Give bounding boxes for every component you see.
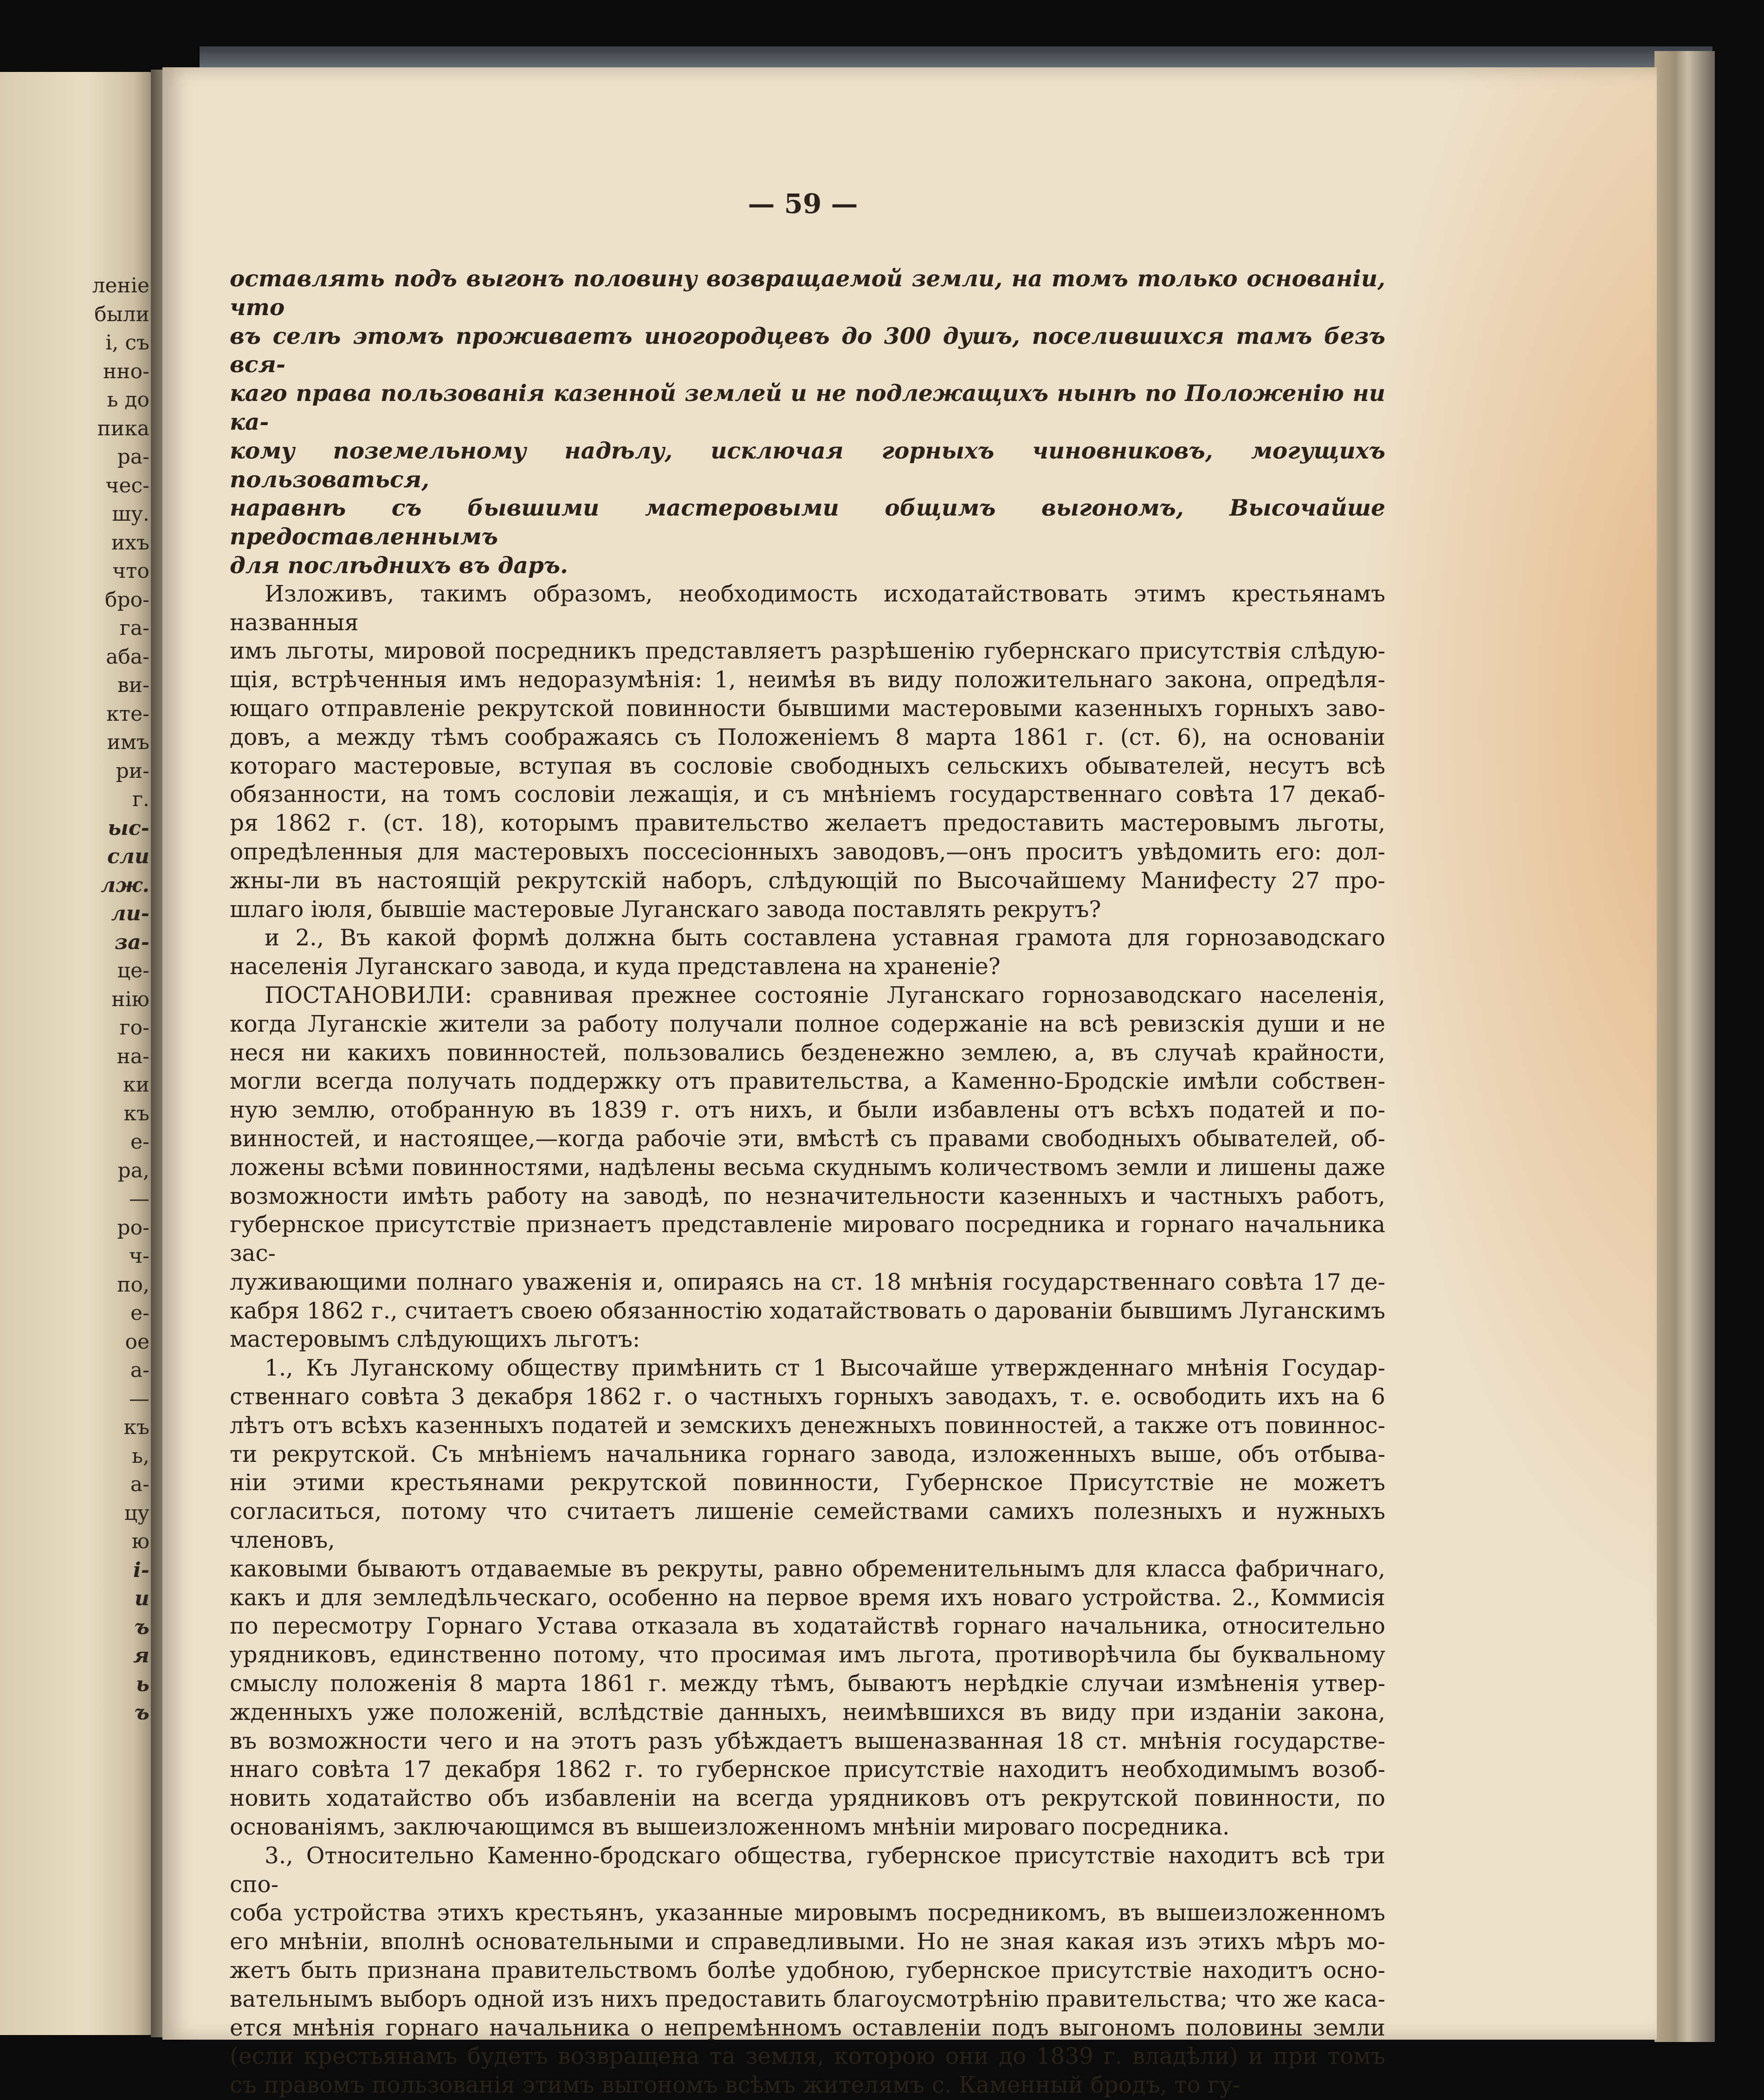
text-line: ПОСТАНОВИЛИ: сравнивая прежнее состояніе Луганскаго горнозаводскаго населенія, (265, 982, 1385, 1008)
text-line: ти рекрутской. Съ мнѣніемъ начальника горнаго завода, изложенныхъ выше, объ отбыва- (230, 1441, 1385, 1467)
text-line: жденныхъ уже положеній, вслѣдствіе данныхъ, неимѣвшихся въ виду при изданіи закона, (230, 1699, 1385, 1725)
page-number: — 59 — (748, 188, 858, 220)
text-line: опредѣленныя для мастеровыхъ поссесіонныхъ заводовъ,—онъ проситъ увѣдомить его: дол- (230, 839, 1385, 865)
text-line: ннаго совѣта 17 декабря 1862 г. то губернское присутствіе находитъ необходимымъ возоб- (230, 1757, 1385, 1783)
left-fragment-line: i, съ (105, 331, 149, 355)
text-line: губернское присутствіе признаетъ представленіе мироваго посредника и горнаго начальника зас- (230, 1212, 1385, 1267)
left-fragment-line: г. (132, 788, 149, 811)
left-page-text (0, 271, 149, 1727)
text-line: кабря 1862 г., считаетъ своею обязанностію ходатайствовать о дарованіи бывшимъ Луганскимъ (230, 1298, 1385, 1324)
text-line: 3., Относительно Каменно-бродскаго общества, губернское присутствіе находитъ всѣ три спо- (230, 1842, 1385, 1898)
left-fragment-line: за- (115, 930, 149, 954)
left-fragment-line: га- (119, 616, 149, 640)
text-line: новить ходатайство объ избавленіи на всегда урядниковъ отъ рекрутской повинности, по (230, 1785, 1385, 1812)
text-line: каго права пользованія казенной землей и не подлежащихъ нынѣ по Положенію ни ка- (230, 380, 1385, 435)
left-fragment-line: і- (133, 1558, 149, 1582)
text-line: обязанности, на томъ сословіи лежащія, и съ мнѣніемъ государственнаго совѣта 17 декаб- (230, 782, 1385, 808)
text-line: котораго мастеровые, вступая въ сословіе свободныхъ сельскихъ обывателей, несутъ всѣ (230, 753, 1385, 779)
left-fragment-line: пика (97, 416, 149, 440)
text-line: довъ, а между тѣмъ соображаясь съ Положеніемъ 8 марта 1861 г. (ст. 6), на основаніи (230, 724, 1385, 750)
italic-paragraph (230, 265, 1385, 580)
left-fragment-line: ли- (111, 902, 149, 925)
left-fragment-line: нно- (103, 359, 149, 383)
text-line: для послѣднихъ въ даръ. (230, 552, 568, 579)
text-line: (если крестьянамъ будетъ возвращена та земля, которою они до 1839 г. владѣли) и при томъ (230, 2043, 1385, 2070)
text-line: ложены всѣми повинностями, надѣлены весьма скуднымъ количествомъ земли и лишены даже (230, 1154, 1385, 1181)
left-fragment-line: аба- (106, 645, 149, 669)
text-line: 1., Къ Луганскому обществу примѣнить ст 1 Высочайше утвержденнаго мнѣнія Государ- (265, 1355, 1385, 1382)
text-line: въ селѣ этомъ проживаетъ иногородцевъ до 300 душъ, поселившихся тамъ безъ вся- (230, 323, 1385, 378)
left-page-fragment (0, 72, 158, 2035)
left-fragment-line: ъ (135, 1701, 149, 1725)
left-fragment-line: ра, (117, 1158, 149, 1182)
left-fragment-line: кте- (106, 702, 149, 726)
left-fragment-line: ыс- (108, 816, 149, 840)
page-stack-edge (1654, 51, 1715, 2042)
text-line: могли всегда получать поддержку отъ правительства, а Каменно-Бродскіе имѣли собствен- (230, 1068, 1385, 1095)
text-line: какъ и для земледѣльческаго, особенно на первое время ихъ новаго устройства. 2., Коммисія (230, 1584, 1385, 1611)
left-fragment-line: цу (124, 1501, 149, 1525)
left-fragment-line: сли (107, 845, 149, 868)
text-line: основаніямъ, заключающимся въ вышеизложенномъ мнѣніи мироваго посредника. (230, 1814, 1230, 1841)
text-line: винностей, и настоящее,—когда рабочіе эти, вмѣстѣ съ правами свободныхъ обывателей, об- (230, 1125, 1385, 1152)
left-fragment-line: шу. (112, 502, 149, 526)
left-fragment-line: чес- (105, 473, 149, 498)
text-line: соба устройства этихъ крестьянъ, указанные мировымъ посредникомъ, въ вышеизложенномъ (230, 1900, 1385, 1926)
left-fragment-line: по, (117, 1273, 149, 1297)
text-line: щія, встрѣченныя имъ недоразумѣнія: 1, неимѣя въ виду положительнаго закона, опредѣля- (230, 667, 1385, 693)
left-fragment-line: къ (123, 1101, 149, 1125)
text-line: ется мнѣнія горнаго начальника о непремѣнномъ оставленіи подъ выгономъ половины земли (230, 2015, 1385, 2041)
text-line: населенія Луганскаго завода, и куда представлена на храненіе? (230, 954, 1001, 980)
text-line: ря 1862 г. (ст. 18), которымъ правительство желаетъ предоставить мастеровымъ льготы, (230, 810, 1385, 837)
left-fragment-line: ра- (117, 445, 149, 469)
text-line: неся ни какихъ повинностей, пользовались безденежно землею, а, въ случаѣ крайности, (230, 1040, 1385, 1066)
paragraph-1 (230, 580, 1385, 924)
text-line: вательнымъ выборъ одной изъ нихъ предоставить благоусмотрѣнію правительства; что же каса- (230, 1986, 1385, 2012)
text-line: лѣтъ отъ всѣхъ казенныхъ податей и земскихъ денежныхъ повинностей, а также отъ повиннос- (230, 1412, 1385, 1439)
left-fragment-line: имъ (107, 730, 149, 754)
text-line: оставлять подъ выгонъ половину возвращаемой земли, на томъ только основаніи, что (230, 265, 1385, 321)
left-fragment-line: ихъ (111, 530, 149, 555)
left-fragment-line: нію (111, 987, 149, 1011)
left-fragment-line: ки (123, 1073, 149, 1097)
text-line: когда Луганскіе жители за работу получали полное содержаніе на всѣ ревизскія души и не (230, 1011, 1385, 1037)
left-fragment-line: го- (119, 1016, 149, 1040)
text-line: его мнѣніи, вполнѣ основательными и справедливыми. Но не зная какая изъ этихъ мѣръ мо- (230, 1929, 1385, 1955)
text-line: Изложивъ, такимъ образомъ, необходимость исходатайствовать этимъ крестьянамъ названныя (230, 581, 1385, 636)
left-fragment-line: а- (130, 1473, 149, 1496)
left-fragment-line: бро- (104, 588, 149, 612)
text-line: ственнаго совѣта 3 декабря 1862 г. о частныхъ горныхъ заводахъ, т. е. освободить ихъ на 6 (230, 1384, 1385, 1410)
text-line: кому поземельному надѣлу, исключая горныхъ чиновниковъ, могущихъ пользоваться, (230, 437, 1385, 493)
left-fragment-line: ю (131, 1530, 149, 1553)
left-fragment-line: леніе (92, 274, 149, 297)
text-line: съ правомъ пользованія этимъ выгономъ всѣмъ жителямъ с. Каменный бродъ, то гу- (230, 2072, 1241, 2099)
text-line: жетъ быть признана правительствомъ болѣе удобною, губернское присутствіе находитъ осно- (230, 1958, 1385, 1984)
text-line: шлаго іюля, бывшіе мастеровые Луганскаго завода поставлять рекрутъ? (230, 896, 1101, 923)
left-fragment-line: — (129, 1387, 149, 1411)
text-line: мастеровымъ слѣдующихъ льготъ: (230, 1326, 640, 1353)
left-fragment-line: ь (136, 1672, 149, 1696)
left-fragment-line: ое (125, 1330, 149, 1354)
left-fragment-line: ъ (135, 1615, 149, 1639)
paragraph-4 (230, 1354, 1385, 1842)
text-line: каковыми бываютъ отдаваемые въ рекруты, равно обременительнымъ для класса фабричнаго, (230, 1556, 1385, 1582)
text-line: урядниковъ, единственно потому, что просимая имъ льгота, противорѣчила бы буквальному (230, 1642, 1385, 1668)
left-fragment-line: це- (117, 959, 149, 982)
left-fragment-line: е- (130, 1301, 149, 1325)
text-line: наравнѣ съ бывшими мастеровыми общимъ выгономъ, Высочайше предоставленнымъ (230, 495, 1385, 550)
left-fragment-line: что (112, 559, 149, 583)
left-fragment-line: е- (130, 1130, 149, 1154)
left-fragment-line: ь до (107, 388, 149, 412)
text-line: и 2., Въ какой формѣ должна быть составлена уставная грамота для горнозаводскаго (265, 925, 1385, 951)
left-fragment-line: — (129, 1187, 149, 1211)
text-line: возможности имѣть работу на заводѣ, по незначительности казенныхъ и частныхъ работъ, (230, 1183, 1385, 1209)
left-fragment-line: а- (130, 1358, 149, 1382)
text-line: ную землю, отобранную въ 1839 г. отъ нихъ, и были избавлены отъ всѣхъ податей и по- (230, 1097, 1385, 1124)
left-fragment-line: и (135, 1587, 149, 1610)
left-fragment-line: на- (116, 1044, 149, 1068)
text-line: ющаго отправленіе рекрутской повинности бывшими мастеровыми казенныхъ горныхъ заво- (230, 695, 1385, 722)
text-line: по пересмотру Горнаго Устава отказала въ ходатайствѣ горнаго начальника, относительно (230, 1613, 1385, 1640)
left-fragment-line: ч- (129, 1244, 149, 1268)
text-line: жны-ли въ настоящій рекрутскій наборъ, слѣдующій по Высочайшему Манифесту 27 про- (230, 867, 1385, 894)
paragraph-2 (230, 924, 1385, 982)
left-fragment-line: къ (123, 1415, 149, 1439)
left-fragment-line: ви- (117, 673, 149, 697)
left-fragment-line: ри- (116, 759, 149, 783)
left-fragment-line: ь, (132, 1444, 149, 1468)
text-line: въ возможности чего и на этотъ разъ убѣждаетъ вышеназванная 18 ст. мнѣнія государстве- (230, 1728, 1385, 1754)
paragraph-3 (230, 982, 1385, 1354)
paragraph-5 (230, 1842, 1385, 2100)
left-fragment-line: я (133, 1644, 149, 1667)
left-fragment-line: лж. (101, 873, 149, 897)
text-line: ніи этими крестьянами рекрутской повинности, Губернское Присутствіе не можетъ (230, 1470, 1385, 1496)
left-fragment-line: были (94, 302, 149, 326)
left-fragment-line: ро- (117, 1215, 149, 1240)
text-line: согласиться, потому что считаетъ лишеніе семействами самихъ полезныхъ и нужныхъ членовъ, (230, 1499, 1385, 1554)
text-line: смыслу положенія 8 марта 1861 г. между тѣмъ, бываютъ нерѣдкіе случаи измѣненія утвер- (230, 1671, 1385, 1697)
text-line: луживающими полнаго уваженія и, опираясь на ст. 18 мнѣнія государственнаго совѣта 17 де- (230, 1269, 1385, 1295)
page-body (230, 265, 1385, 2100)
text-line: имъ льготы, мировой посредникъ представляетъ разрѣшенію губернскаго присутствія слѣдую- (230, 638, 1385, 665)
